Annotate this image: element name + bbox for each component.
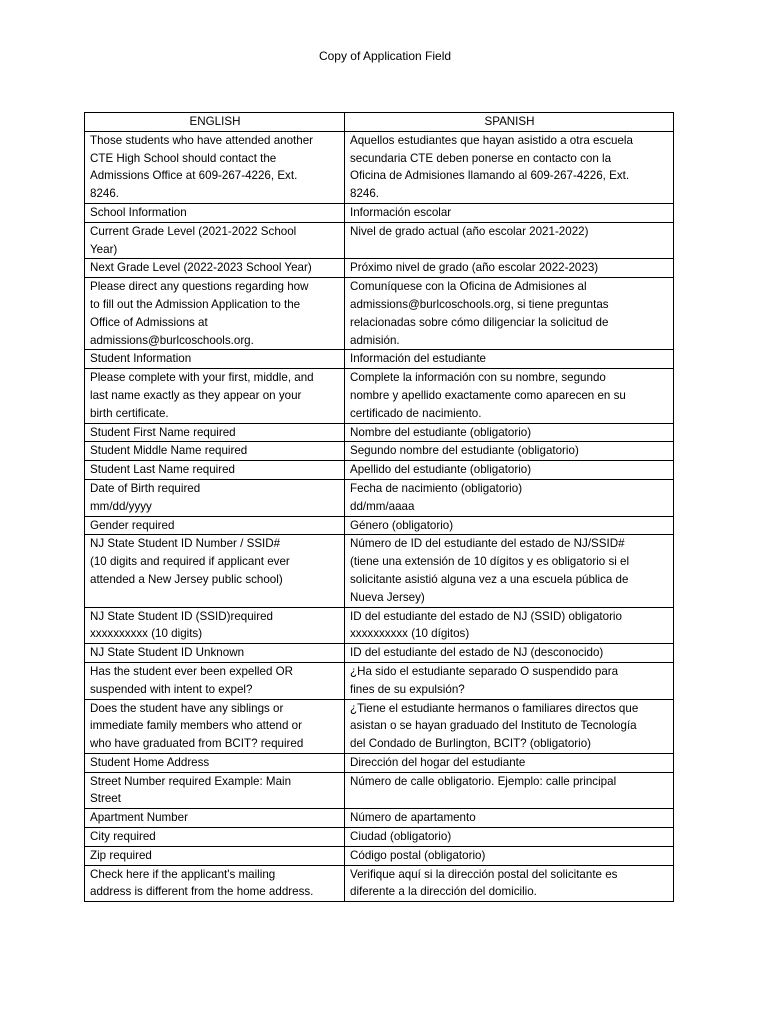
spanish-cell: Verifique aquí si la dirección postal del solicitante es diferente a la dirección del domicilio. — [345, 865, 674, 902]
spanish-cell: ¿Ha sido el estudiante separado O suspendido para fines de su expulsión? — [345, 662, 674, 699]
spanish-cell: Apellido del estudiante (obligatorio) — [345, 461, 674, 480]
english-cell: NJ State Student ID Unknown — [85, 644, 345, 663]
table-row — [85, 461, 674, 480]
table-row — [85, 442, 674, 461]
spanish-cell: Segundo nombre del estudiante (obligatorio) — [345, 442, 674, 461]
spanish-cell: Nivel de grado actual (año escolar 2021-2022) — [345, 222, 674, 259]
english-cell: Gender required — [85, 516, 345, 535]
spanish-cell: Complete la información con su nombre, segundo nombre y apellido exactamente como aparecen en su certificado de nacimiento. — [345, 369, 674, 423]
table-row — [85, 607, 674, 644]
table-row — [85, 772, 674, 809]
english-cell: Has the student ever been expelled OR suspended with intent to expel? — [85, 662, 345, 699]
english-cell: Please complete with your first, middle, and last name exactly as they appear on your birth certificate. — [85, 369, 345, 423]
english-cell: Street Number required Example: Main Street — [85, 772, 345, 809]
spanish-cell: ID del estudiante del estado de NJ (SSID) obligatorio xxxxxxxxxx (10 dígitos) — [345, 607, 674, 644]
spanish-cell: Nombre del estudiante (obligatorio) — [345, 423, 674, 442]
english-cell: Zip required — [85, 846, 345, 865]
table-row — [85, 865, 674, 902]
spanish-cell: Género (obligatorio) — [345, 516, 674, 535]
spanish-cell: Número de ID del estudiante del estado de NJ/SSID# (tiene una extensión de 10 dígitos y es obligatorio si el solicitante asistió alguna vez a una escuela pública de Nueva Jersey) — [345, 535, 674, 607]
spanish-cell: Aquellos estudiantes que hayan asistido a otra escuela secundaria CTE deben ponerse en contacto con la Oficina de Admisiones llamando al 609-267-4226, Ext. 8246. — [345, 131, 674, 203]
spanish-cell: Código postal (obligatorio) — [345, 846, 674, 865]
table-row — [85, 131, 674, 203]
table-row — [85, 644, 674, 663]
english-cell: Student Home Address — [85, 753, 345, 772]
spanish-cell: Comuníquese con la Oficina de Admisiones al admissions@burlcoschools.org, si tiene preguntas relacionadas sobre cómo diligenciar la solicitud de admisión. — [345, 278, 674, 350]
spanish-cell: Información escolar — [345, 203, 674, 222]
table-row — [85, 479, 674, 516]
table-row — [85, 699, 674, 753]
english-cell: Those students who have attended another CTE High School should contact the Admissions Office at 609-267-4226, Ext. 8246. — [85, 131, 345, 203]
column-header-english: ENGLISH — [85, 113, 345, 132]
english-cell: NJ State Student ID Number / SSID# (10 digits and required if applicant ever attended a New Jersey public school) — [85, 535, 345, 607]
document-title: Copy of Application Field — [318, 49, 452, 63]
translation-table — [84, 112, 674, 902]
english-cell: Student Information — [85, 350, 345, 369]
table-row — [85, 222, 674, 259]
english-cell: School Information — [85, 203, 345, 222]
english-cell: Student First Name required — [85, 423, 345, 442]
english-cell: NJ State Student ID (SSID)required xxxxxxxxxx (10 digits) — [85, 607, 345, 644]
table-row — [85, 203, 674, 222]
english-cell: Does the student have any siblings or immediate family members who attend or who have graduated from BCIT? required — [85, 699, 345, 753]
table-row — [85, 516, 674, 535]
table-row — [85, 423, 674, 442]
english-cell: Apartment Number — [85, 809, 345, 828]
spanish-cell: ¿Tiene el estudiante hermanos o familiares directos que asistan o se hayan graduado del Instituto de Tecnología del Condado de Burlington, BCIT? (obligatorio) — [345, 699, 674, 753]
spanish-cell: ID del estudiante del estado de NJ (desconocido) — [345, 644, 674, 663]
english-cell: Check here if the applicant's mailing address is different from the home address. — [85, 865, 345, 902]
table-row — [85, 350, 674, 369]
table-row — [85, 846, 674, 865]
column-header-spanish: SPANISH — [345, 113, 674, 132]
english-cell: Student Middle Name required — [85, 442, 345, 461]
english-cell: Next Grade Level (2022-2023 School Year) — [85, 259, 345, 278]
table-row — [85, 753, 674, 772]
spanish-cell: Ciudad (obligatorio) — [345, 828, 674, 847]
table-row — [85, 259, 674, 278]
table-body — [85, 131, 674, 901]
table-row — [85, 535, 674, 607]
spanish-cell: Número de calle obligatorio. Ejemplo: calle principal — [345, 772, 674, 809]
spanish-cell: Número de apartamento — [345, 809, 674, 828]
table-row — [85, 662, 674, 699]
english-cell: Current Grade Level (2021-2022 School Year) — [85, 222, 345, 259]
english-cell: Please direct any questions regarding how to fill out the Admission Application to the Office of Admissions at admissions@burlcoschools.org. — [85, 278, 345, 350]
spanish-cell: Fecha de nacimiento (obligatorio) dd/mm/aaaa — [345, 479, 674, 516]
spanish-cell: Próximo nivel de grado (año escolar 2022-2023) — [345, 259, 674, 278]
table-row — [85, 828, 674, 847]
table-header-row — [85, 113, 674, 132]
table-row — [85, 809, 674, 828]
english-cell: City required — [85, 828, 345, 847]
spanish-cell: Dirección del hogar del estudiante — [345, 753, 674, 772]
table-row — [85, 278, 674, 350]
spanish-cell: Información del estudiante — [345, 350, 674, 369]
table-row — [85, 369, 674, 423]
english-cell: Date of Birth required mm/dd/yyyy — [85, 479, 345, 516]
english-cell: Student Last Name required — [85, 461, 345, 480]
